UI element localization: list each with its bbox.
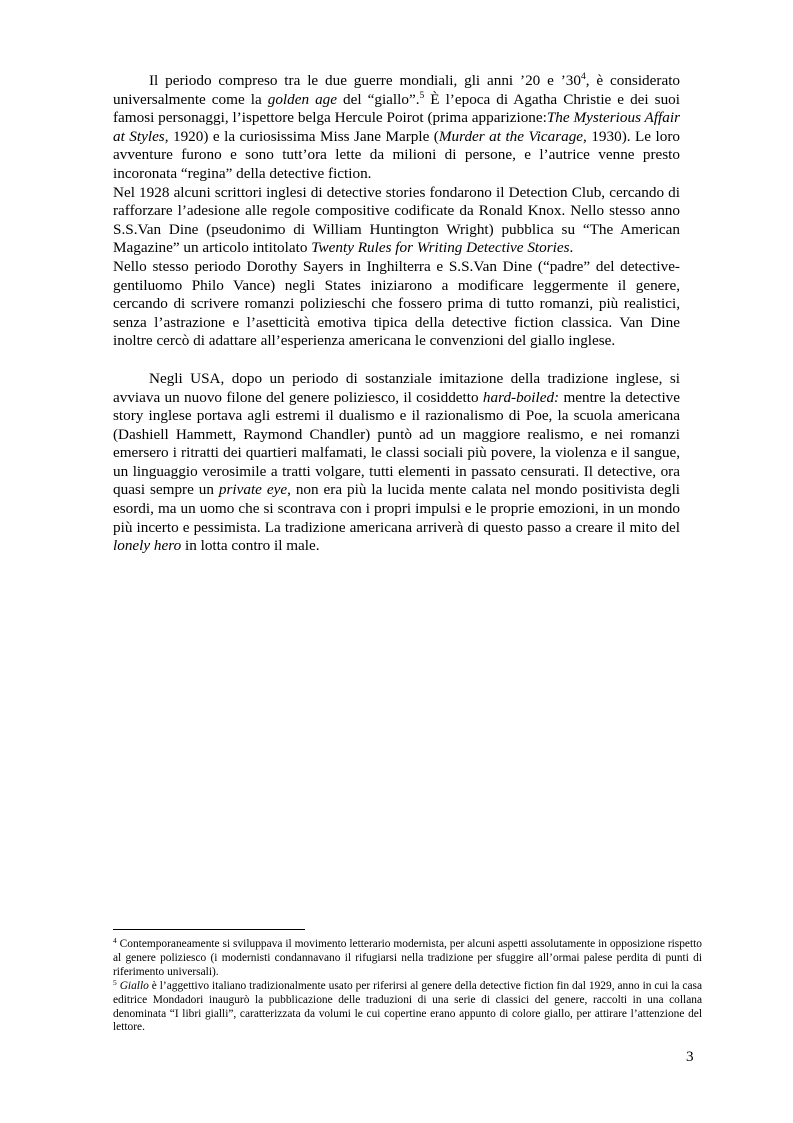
- footnote-ref-4: 4: [580, 72, 586, 82]
- document-body: [113, 72, 680, 556]
- paragraph-gap: [113, 351, 680, 370]
- footnote-4: $^4$ Contemporaneamente si sviluppava il movimento letterario modernista, per alcuni aspetti assolutamente in opposizione rispetto al genere poliziesco (i modernisti condannavano il rifugiarsi nella tradizione per sfuggire all’ormai palese perdita di punti di riferimento universali).: [113, 936, 702, 978]
- paragraph-golden-age: Il periodo compreso tra le due guerre mondiali, gli anni ’20 e $’30^4$, è considerato universalmente come la golden age del “giallo”.$^5$ È l’epoca di Agatha Christie e dei suoi famosi personaggi, l’ispettore belga Hercule Poirot (prima apparizione:The Mysterious Affair at Styles, 1920) e la curiosissima Miss Jane Marple (Murder at the Vicarage, 1930). Le loro avventure furono e sono tutt’ora lette da milioni di persone, e l’autrice venne presto incoronata “regina” della detective fiction.: [113, 72, 681, 182]
- footnote-separator: [113, 929, 305, 930]
- footnote-ref-5: 5: [419, 90, 425, 101]
- paragraph-sayers-van-dine: Nello stesso periodo Dorothy Sayers in Inghilterra e S.S.Van Dine (“padre” del detective-gentiluomo Philo Vance) negli States iniziarono a modificare leggermente il genere, cercando di scrivere romanzi polizieschi che fossero prima di tutto romanzi, più realistici, senza l’astrazione e l’asetticità emotiva tipica della detective fiction classica. Van Dine inoltre cercò di adattare all’esperienza americana le convenzioni del giallo inglese.: [113, 257, 680, 350]
- paragraph-hard-boiled: Negli USA, dopo un periodo di sostanziale imitazione della tradizione inglese, si avviava un nuovo filone del genere poliziesco, il cosiddetto hard-boiled: mentre la detective story inglese portava agli estremi il dualismo e il razionalismo di Poe, la scuola americana (Dashiell Hammett, Raymond Chandler) puntò ad un maggiore realismo, e nei romanzi emersero i ritratti dei quartieri malfamati, le classi sociali più povere, la violenza e il sangue, un linguaggio verosimile a tratti volgare, tutti elementi in passato censurati. Il detective, ora quasi sempre un private eye, non era più la lucida mente calata nel mondo positivista degli esordi, ma un uomo che si scontrava con i propri impulsi e le proprie emozioni, in un mondo più incerto e pessimista. La tradizione americana arriverà di questo passo a creare il mito del lonely hero in lotta contro il male.: [113, 369, 681, 555]
- footnotes: [113, 929, 702, 1035]
- page-number: 3: [686, 1048, 694, 1065]
- paragraph-detection-club: Nel 1928 alcuni scrittori inglesi di detective stories fondarono il Detection Club, cercando di rafforzare l’adesione alle regole compositive codificate da Ronald Knox. Nello stesso anno S.S.Van Dine (pseudonimo di William Huntington Wright) pubblica su “The American Magazine” un articolo intitolato Twenty Rules for Writing Detective Stories.: [113, 183, 680, 257]
- footnote-5: $^5$ Giallo è l’aggettivo italiano tradizionalmente usato per riferirsi al genere della detective fiction fin dal 1929, anno in cui la casa editrice Mondadori inaugurò la pubblicazione delle traduzioni di una serie di classici del genere, raccolti in una collana denominata “I libri gialli”, caratterizzata da volumi le cui copertine erano appunto di colore giallo, per attirare l’attenzione del lettore.: [113, 977, 702, 1034]
